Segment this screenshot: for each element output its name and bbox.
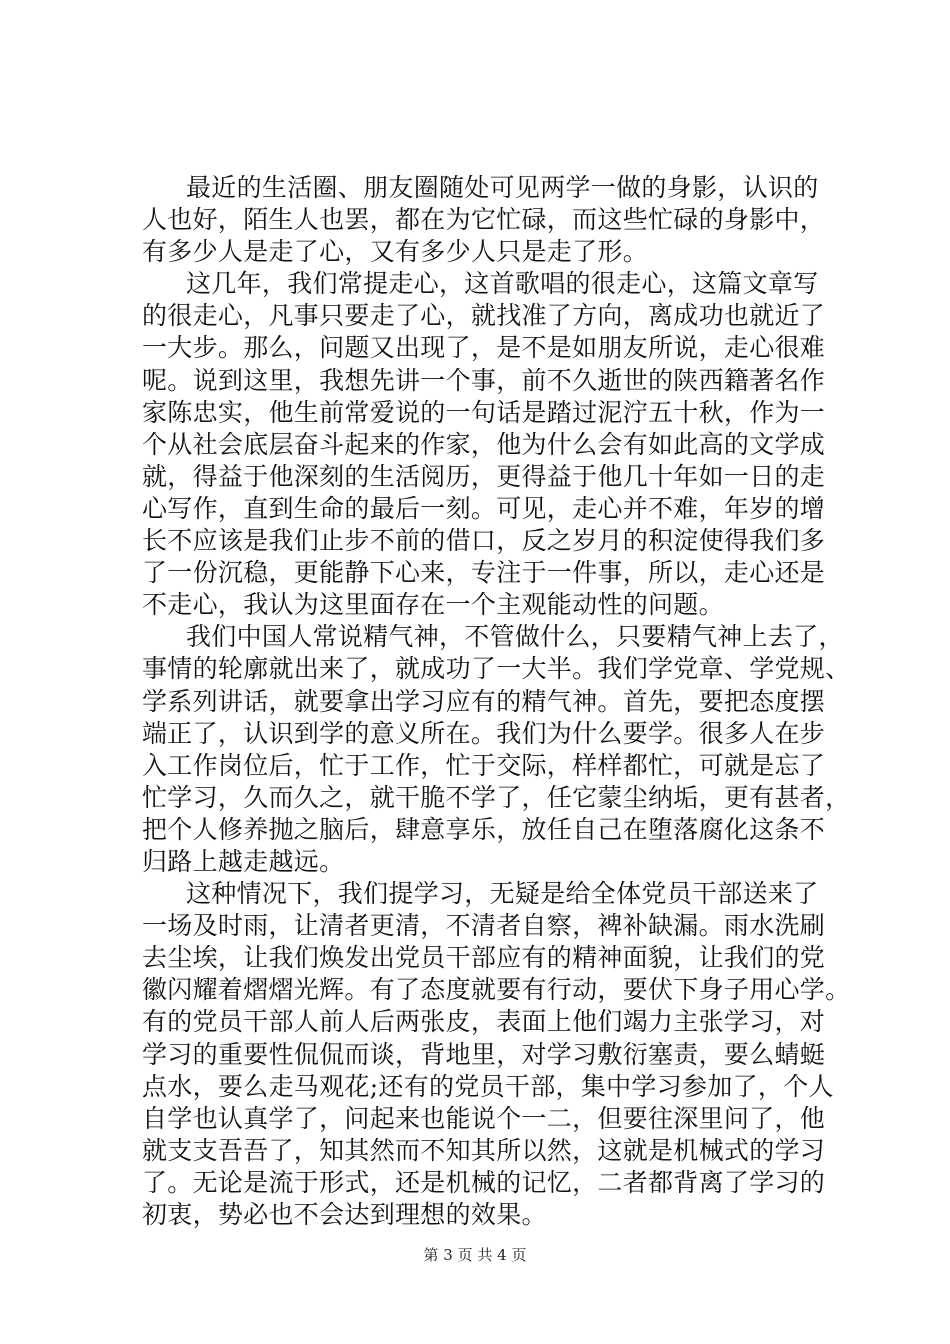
text-line: 端正了，认识到学的意义所在。我们为什么要学。很多人在步 xyxy=(142,718,826,748)
text-line: 家陈忠实，他生前常爱说的一句话是踏过泥泞五十秋，作为一 xyxy=(142,397,826,427)
text-line: 去尘埃，让我们焕发出党员干部应有的精神面貌，让我们的党 xyxy=(142,943,826,973)
text-line: 自学也认真学了，问起来也能说个一二，但要往深里问了，他 xyxy=(142,1103,826,1133)
text-line: 我们中国人常说精气神，不管做什么，只要精气神上去了， xyxy=(186,622,844,652)
text-line: 初衷，势必也不会达到理想的效果。 xyxy=(142,1200,547,1229)
text-line: 有的党员干部人前人后两张皮，表面上他们竭力主张学习，对 xyxy=(142,1007,826,1037)
text-line: 徽闪耀着熠熠光辉。有了态度就要有行动，要伏下身子用心学。 xyxy=(142,975,851,1005)
text-line: 忙学习，久而久之，就干脆不学了，任它蒙尘纳垢，更有甚者， xyxy=(142,782,851,812)
text-line: 的很走心，凡事只要走了心，就找准了方向，离成功也就近了 xyxy=(142,301,826,331)
text-line: 学习的重要性侃侃而谈，背地里，对学习敷衍塞责，要么蜻蜓 xyxy=(142,1039,826,1069)
text-line: 学系列讲话，就要拿出学习应有的精气神。首先，要把态度摆 xyxy=(142,686,826,716)
text-line: 最近的生活圈、朋友圈随处可见两学一做的身影，认识的 xyxy=(186,173,819,202)
text-line: 把个人修养抛之脑后，肆意享乐，放任自己在堕落腐化这条不 xyxy=(142,814,826,844)
text-line: 这种情况下，我们提学习，无疑是给全体党员干部送来了 xyxy=(186,879,819,909)
text-line: 事情的轮廓就出来了，就成功了一大半。我们学党章、学党规、 xyxy=(142,654,851,684)
text-line: 人也好，陌生人也罢，都在为它忙碌，而这些忙碌的身影中， xyxy=(142,205,826,235)
text-line: 呢。说到这里，我想先讲一个事，前不久逝世的陕西籍著名作 xyxy=(142,365,826,395)
text-line: 长不应该是我们止步不前的借口，反之岁月的积淀使得我们多 xyxy=(142,526,826,556)
text-line: 就，得益于他深刻的生活阅历，更得益于他几十年如一日的走 xyxy=(142,461,826,491)
text-line: 了一份沉稳，更能静下心来，专注于一件事，所以，走心还是 xyxy=(142,558,826,588)
text-line: 这几年，我们常提走心，这首歌唱的很走心，这篇文章写 xyxy=(186,269,819,299)
text-line: 入工作岗位后，忙于工作，忙于交际，样样都忙，可就是忘了 xyxy=(142,750,826,780)
text-line: 归路上越走越远。 xyxy=(142,846,345,876)
text-line: 点水，要么走马观花;还有的党员干部，集中学习参加了，个人 xyxy=(142,1071,834,1101)
text-line: 有多少人是走了心，又有多少人只是走了形。 xyxy=(142,237,649,267)
text-line: 一场及时雨，让清者更清，不清者自察，裨补缺漏。雨水洗刷 xyxy=(142,911,826,941)
page-footer: 第 3 页 共 4 页 xyxy=(423,1246,527,1264)
text-line: 个从社会底层奋斗起来的作家，他为什么会有如此高的文学成 xyxy=(142,429,826,459)
document-body xyxy=(142,172,851,1231)
text-line: 了。无论是流于形式，还是机械的记忆，二者都背离了学习的 xyxy=(142,1167,826,1197)
text-line: 就支支吾吾了，知其然而不知其所以然，这就是机械式的学习 xyxy=(142,1135,826,1165)
text-line: 不走心，我认为这里面存在一个主观能动性的问题。 xyxy=(142,590,724,620)
text-line: 一大步。那么，问题又出现了，是不是如朋友所说，走心很难 xyxy=(142,333,826,363)
text-line: 心写作，直到生命的最后一刻。可见，走心并不难，年岁的增 xyxy=(142,493,826,523)
